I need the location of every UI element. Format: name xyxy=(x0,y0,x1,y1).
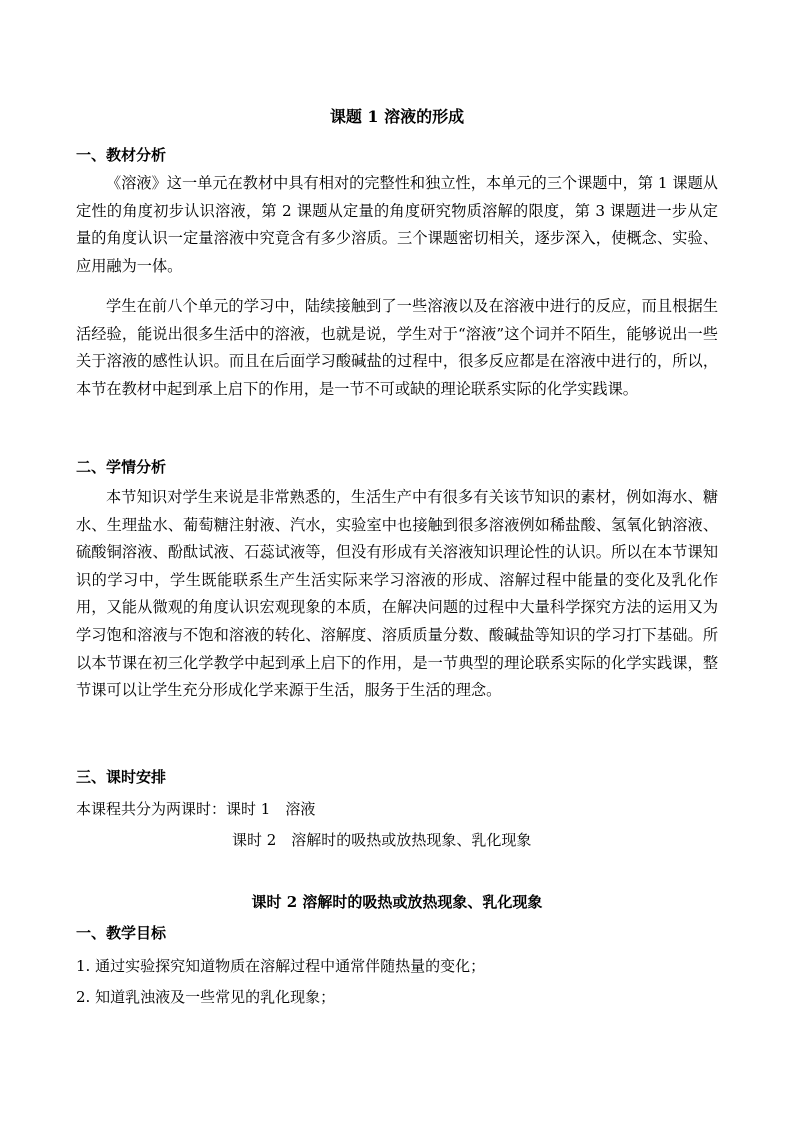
goal-item-2: 2. 知道乳浊液及一些常见的乳化现象； xyxy=(76,988,336,1006)
section-heading-textbook-analysis: 一、教材分析 xyxy=(76,146,167,164)
schedule-line-1: 本课程共分为两课时：课时 1 溶液 xyxy=(76,800,316,818)
section-heading-student-analysis: 二、学情分析 xyxy=(76,458,167,476)
goal-item-1: 1. 通过实验探究知道物质在溶解过程中通常伴随热量的变化； xyxy=(76,957,486,975)
document-title: 课题 1 溶液的形成 xyxy=(329,107,465,126)
section-heading-schedule: 三、课时安排 xyxy=(76,768,167,786)
paragraph-textbook-analysis-2: 学生在前八个单元的学习中，陆续接触到了一些溶液以及在溶液中进行的反应，而且根据生活经验，能说出很多生活中的溶液，也就是说，学生对于“溶液”这个词并不陌生，能够说出一些关于溶液的感性认识。而且在后面学习酸碱盐的过程中，很多反应都是在溶液中进行的，所以，本节在教材中起到承上启下的作用，是一节不可或缺的理论联系实际的化学实践课。 xyxy=(76,297,718,398)
section-heading-teaching-goals: 一、教学目标 xyxy=(76,924,167,942)
schedule-line-2: 课时 2 溶解时的吸热或放热现象、乳化现象 xyxy=(232,831,532,849)
lesson-subtitle: 课时 2 溶解时的吸热或放热现象、乳化现象 xyxy=(251,893,543,911)
paragraph-student-analysis: 本节知识对学生来说是非常熟悉的，生活生产中有很多有关该节知识的素材，例如海水、糖水、生理盐水、葡萄糖注射液、汽水，实验室中也接触到很多溶液例如稀盐酸、氢氧化钠溶液、硫酸铜溶液、酚酞试液、石蕊试液等，但没有形成有关溶液知识理论性的认识。所以在本节课知识的学习中，学生既能联系生产生活实际来学习溶液的形成、溶解过程中能量的变化及乳化作用，又能从微观的角度认识宏观现象的本质，在解决问题的过程中大量科学探究方法的运用又为学习饱和溶液与不饱和溶液的转化、溶解度、溶质质量分数、酸碱盐等知识的学习打下基础。所以本节课在初三化学教学中起到承上启下的作用，是一节典型的理论联系实际的化学实践课，整节课可以让学生充分形成化学来源于生活，服务于生活的理念。 xyxy=(76,488,718,700)
paragraph-textbook-analysis-1: 《溶液》这一单元在教材中具有相对的完整性和独立性，本单元的三个课题中，第 1 课题从定性的角度初步认识溶液，第 2 课题从定量的角度研究物质溶解的限度，第 3 课题进一步从定量的角度认识一定量溶液中究竟含有多少溶质。三个课题密切相关，逐步深入，使概念、实验、应用融为一体。 xyxy=(76,174,718,275)
